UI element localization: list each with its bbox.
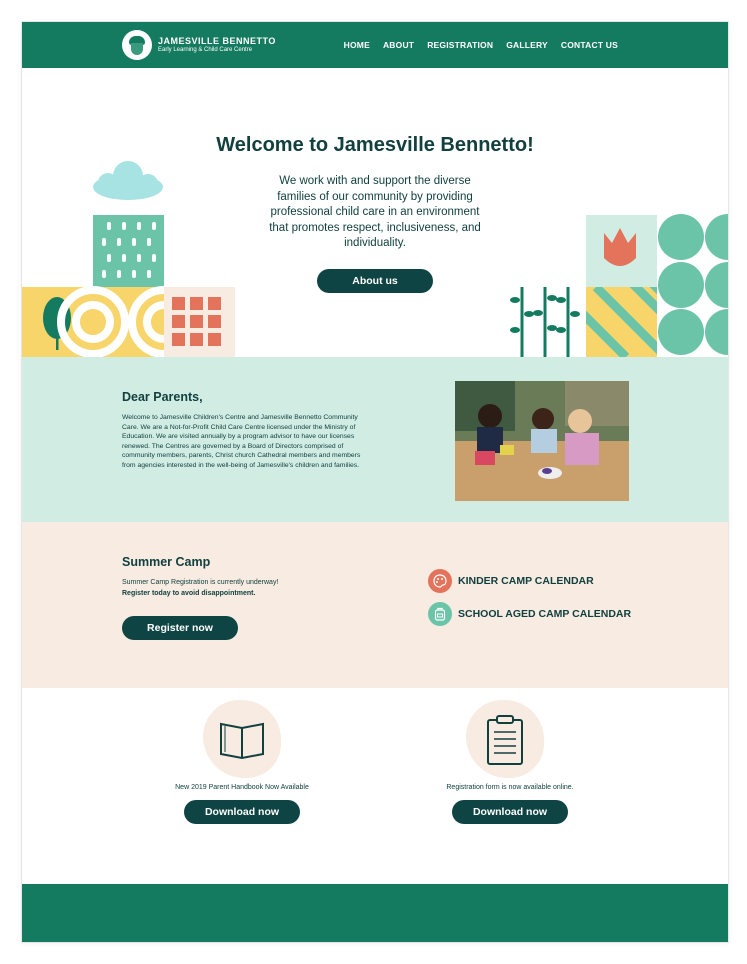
registration-form-caption: Registration form is now available online. [446, 784, 574, 791]
register-now-button[interactable]: Register now [122, 616, 238, 640]
logo-subtitle: Early Learning & Child Care Centre [158, 46, 253, 53]
parents-title: Dear Parents, [122, 390, 203, 404]
summer-title: Summer Camp [122, 555, 211, 569]
handbook-download-button[interactable]: Download now [184, 800, 300, 824]
summer-line-1: Summer Camp Registration is currently underway! [122, 579, 279, 586]
nav-about[interactable]: ABOUT [382, 40, 415, 50]
parents-text: Welcome to Jamesville Children's Centre and Jamesville Bennetto Community Care. We are a Not-for-Profit Child Care Centre licensed under the Ministry of Education. We are visited annually by a program advisor to have our licenses renewed. The Centres are governed by a Board of Directors comprised of community members, parents, Christ church Cathedral members and members from agencies interested in the well-being of Jamesville's children and families. [122, 414, 361, 469]
nav-home[interactable]: HOME [343, 40, 370, 50]
vines-icon [510, 287, 580, 357]
handbook-caption: New 2019 Parent Handbook Now Available [175, 784, 309, 791]
about-us-button[interactable]: About us [317, 269, 433, 293]
school-aged-camp-calendar-link[interactable] [428, 602, 631, 626]
summer-camp-section [22, 522, 728, 688]
tulip-block-icon [586, 215, 657, 287]
palette-icon [428, 569, 452, 593]
circles-block-icon [658, 214, 728, 355]
cloud-icon [93, 161, 163, 200]
kinder-camp-label: KINDER CAMP CALENDAR [458, 575, 594, 587]
downloads-section [22, 688, 728, 884]
windows-block-icon [164, 287, 235, 357]
book-icon [203, 700, 281, 778]
school-aged-camp-label: SCHOOL AGED CAMP CALENDAR [458, 608, 632, 620]
logo[interactable] [122, 30, 276, 60]
classroom-photo [455, 381, 629, 501]
nav-registration[interactable]: REGISTRATION [427, 40, 494, 50]
nav-contact[interactable]: CONTACT US [560, 40, 618, 50]
logo-name: JAMESVILLE BENNETTO [158, 35, 276, 46]
main-nav [344, 22, 618, 68]
site-footer [22, 884, 728, 942]
hero-section [22, 68, 728, 357]
summer-line-2: Register today to avoid disappointment. [122, 590, 256, 597]
parents-section [22, 357, 728, 522]
nav-gallery[interactable]: GALLERY [506, 40, 548, 50]
page [22, 22, 728, 942]
hero-text: We work with and support the diverse families of our community by providing professional child care in an environment that promotes respect, inclusiveness, and individuality. [269, 175, 481, 249]
rain-block-icon [93, 215, 164, 287]
site-header [22, 22, 728, 68]
clipboard-icon [466, 700, 544, 778]
kinder-camp-calendar-link[interactable] [428, 569, 594, 593]
backpack-icon [428, 602, 452, 626]
acorn-icon [122, 30, 152, 60]
hero-title: Welcome to Jamesville Bennetto! [216, 134, 534, 156]
registration-form-download-button[interactable]: Download now [452, 800, 568, 824]
